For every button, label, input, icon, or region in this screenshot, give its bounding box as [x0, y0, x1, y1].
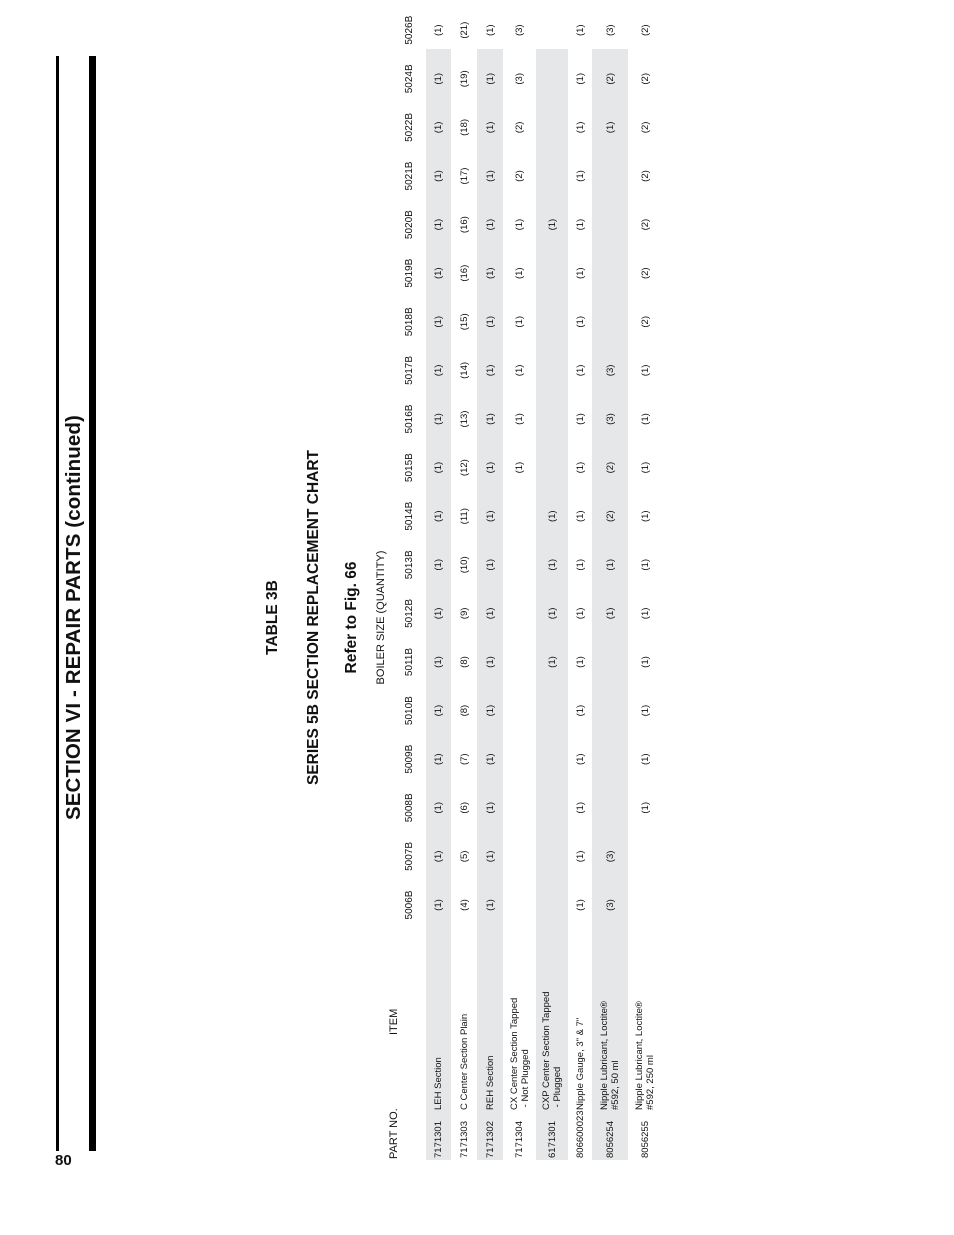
quantity-cell: (1)	[639, 461, 651, 474]
quantity-cell: (2)	[604, 510, 616, 523]
quantity-cell: (1)	[514, 364, 525, 377]
quantity-cell: (1)	[639, 559, 651, 571]
item-description-cell: Nipple Lubricant, Loctite® #592, 50 ml	[599, 1001, 621, 1110]
quantity-cell: (1)	[484, 316, 496, 328]
item-description-cell: CX Center Section Tapped - Not Plugged	[508, 997, 531, 1110]
boiler-size-column-header: 5010B	[404, 696, 415, 726]
quantity-cell: (2)	[514, 170, 525, 182]
quantity-cell: (1)	[484, 850, 496, 863]
boiler-size-column-header: 5011B	[404, 647, 415, 677]
quantity-cell: (1)	[574, 656, 586, 668]
item-header: ITEM	[388, 1008, 400, 1035]
quantity-cell: (12)	[459, 459, 470, 477]
quantity-cell: (1)	[574, 850, 586, 863]
item-description-cell: REH Section	[484, 1055, 496, 1110]
item-description-cell: Nipple Lubricant, Loctite® #592, 250 ml	[634, 1001, 656, 1110]
item-description-cell: C Center Section Plain	[459, 1013, 470, 1110]
quantity-cell: (1)	[433, 802, 444, 814]
quantity-cell: (1)	[433, 121, 444, 134]
boiler-size-column-header: 5015B	[404, 453, 415, 483]
quantity-cell: (1)	[484, 364, 496, 377]
quantity-cell: (3)	[514, 24, 525, 37]
quantity-cell: (1)	[484, 656, 496, 668]
quantity-cell: (1)	[546, 218, 558, 231]
part-number-cell: 6171301	[546, 1121, 558, 1158]
quantity-cell: (8)	[459, 704, 470, 717]
quantity-cell: (6)	[459, 802, 470, 814]
quantity-cell: (1)	[433, 704, 444, 717]
quantity-cell: (1)	[433, 607, 444, 620]
boiler-size-header: BOILER SIZE (QUANTITY)	[375, 550, 387, 685]
quantity-cell: (1)	[546, 656, 558, 668]
boiler-size-column-header: 5024B	[404, 64, 415, 94]
quantity-cell: (2)	[639, 121, 651, 134]
quantity-cell: (1)	[574, 218, 586, 231]
quantity-cell: (1)	[574, 24, 586, 37]
boiler-size-column-header: 5021B	[404, 161, 415, 191]
boiler-size-column-header: 5018B	[404, 307, 415, 337]
quantity-cell: (4)	[459, 899, 470, 911]
quantity-cell: (1)	[514, 316, 525, 328]
quantity-cell: (1)	[639, 802, 651, 814]
quantity-cell: (1)	[574, 267, 586, 280]
quantity-cell: (1)	[484, 267, 496, 280]
quantity-cell: (1)	[433, 218, 444, 231]
boiler-size-column-header: 5026B	[404, 15, 415, 45]
quantity-cell: (17)	[459, 167, 470, 185]
quantity-cell: (1)	[574, 413, 586, 425]
boiler-size-column-header: 5017B	[404, 355, 415, 385]
quantity-cell: (2)	[604, 73, 616, 85]
quantity-cell: (3)	[604, 850, 616, 863]
quantity-cell: (1)	[433, 510, 444, 523]
boiler-size-column-header: 5013B	[404, 550, 415, 580]
quantity-cell: (1)	[574, 316, 586, 328]
quantity-cell: (1)	[433, 267, 444, 280]
quantity-cell: (1)	[604, 607, 616, 620]
boiler-size-column-header: 5007B	[404, 841, 415, 871]
quantity-cell: (19)	[459, 70, 470, 88]
quantity-cell: (1)	[574, 899, 586, 911]
part-number-cell: 8056255	[639, 1121, 651, 1158]
quantity-cell: (1)	[484, 704, 496, 717]
section-title: SECTION VI - REPAIR PARTS (continued)	[62, 415, 85, 820]
quantity-cell: (18)	[459, 118, 470, 136]
quantity-cell: (1)	[604, 121, 616, 134]
part-number-cell: 8056254	[604, 1121, 616, 1158]
quantity-cell: (5)	[459, 850, 470, 863]
quantity-cell: (8)	[459, 656, 470, 668]
quantity-cell: (1)	[484, 753, 496, 766]
quantity-cell: (1)	[574, 170, 586, 182]
quantity-cell: (1)	[433, 656, 444, 668]
quantity-cell: (1)	[574, 73, 586, 85]
part-number-cell: 7171303	[459, 1121, 470, 1158]
quantity-cell: (3)	[604, 364, 616, 377]
quantity-cell: (1)	[484, 121, 496, 134]
quantity-cell: (1)	[574, 704, 586, 717]
quantity-cell: (21)	[459, 21, 470, 39]
quantity-cell: (1)	[484, 218, 496, 231]
quantity-cell: (1)	[574, 559, 586, 571]
quantity-cell: (1)	[484, 607, 496, 620]
quantity-cell: (1)	[484, 461, 496, 474]
quantity-cell: (13)	[459, 410, 470, 428]
quantity-cell: (1)	[514, 461, 525, 474]
quantity-cell: (1)	[604, 559, 616, 571]
quantity-cell: (1)	[574, 364, 586, 377]
quantity-cell: (1)	[574, 461, 586, 474]
boiler-size-column-header: 5014B	[404, 501, 415, 531]
quantity-cell: (1)	[433, 73, 444, 85]
quantity-cell: (1)	[574, 802, 586, 814]
quantity-cell: (1)	[639, 753, 651, 766]
quantity-cell: (3)	[514, 73, 525, 85]
quantity-cell: (1)	[639, 364, 651, 377]
quantity-cell: (2)	[639, 218, 651, 231]
quantity-cell: (7)	[459, 753, 470, 766]
table-title: TABLE 3B	[264, 580, 281, 655]
quantity-cell: (9)	[459, 607, 470, 620]
quantity-cell: (1)	[433, 364, 444, 377]
quantity-cell: (1)	[433, 559, 444, 571]
quantity-cell: (14)	[459, 361, 470, 379]
part-number-cell: 7171301	[433, 1121, 444, 1158]
quantity-cell: (1)	[484, 510, 496, 523]
quantity-cell: (1)	[433, 413, 444, 425]
quantity-cell: (3)	[604, 24, 616, 37]
quantity-cell: (1)	[546, 559, 558, 571]
boiler-size-column-header: 5006B	[404, 890, 415, 920]
quantity-cell: (3)	[604, 899, 616, 911]
series-title: SERIES 5B SECTION REPLACEMENT CHART	[305, 450, 322, 786]
quantity-cell: (1)	[484, 73, 496, 85]
quantity-cell: (11)	[459, 508, 470, 525]
boiler-size-column-header: 5019B	[404, 258, 415, 288]
figure-reference: Refer to Fig. 66	[343, 561, 360, 674]
boiler-size-column-header: 5012B	[404, 598, 415, 628]
quantity-cell: (1)	[546, 510, 558, 523]
quantity-cell: (1)	[433, 170, 444, 182]
quantity-cell: (1)	[546, 607, 558, 620]
page-number: 80	[55, 1152, 72, 1169]
quantity-cell: (1)	[433, 461, 444, 474]
quantity-cell: (1)	[484, 413, 496, 425]
quantity-cell: (16)	[459, 216, 470, 234]
quantity-cell: (1)	[484, 559, 496, 571]
quantity-cell: (1)	[433, 316, 444, 328]
part-number-cell: 7171304	[514, 1121, 525, 1158]
boiler-size-column-header: 5009B	[404, 744, 415, 774]
quantity-cell: (1)	[639, 510, 651, 523]
boiler-size-column-header: 5020B	[404, 210, 415, 240]
quantity-cell: (2)	[639, 170, 651, 182]
part-number-header: PART NO.	[388, 1108, 400, 1159]
quantity-cell: (1)	[484, 802, 496, 814]
quantity-cell: (1)	[574, 510, 586, 523]
quantity-cell: (1)	[574, 753, 586, 766]
quantity-cell: (16)	[459, 264, 470, 282]
quantity-cell: (1)	[433, 753, 444, 766]
quantity-cell: (1)	[639, 656, 651, 668]
item-description-cell: LEH Section	[433, 1057, 444, 1110]
quantity-cell: (10)	[459, 556, 470, 574]
quantity-cell: (1)	[433, 850, 444, 863]
quantity-cell: (1)	[514, 413, 525, 425]
quantity-cell: (1)	[484, 170, 496, 182]
quantity-cell: (1)	[639, 413, 651, 425]
quantity-cell: (2)	[639, 73, 651, 85]
quantity-cell: (1)	[484, 899, 496, 911]
quantity-cell: (1)	[514, 218, 525, 231]
item-description-cell: Nipple Gauge, 3" & 7"	[574, 1017, 586, 1110]
quantity-cell: (2)	[514, 121, 525, 134]
boiler-size-column-header: 5016B	[404, 404, 415, 434]
quantity-cell: (1)	[574, 607, 586, 620]
quantity-cell: (1)	[639, 607, 651, 620]
quantity-cell: (1)	[639, 704, 651, 717]
quantity-cell: (2)	[639, 24, 651, 37]
quantity-cell: (1)	[514, 267, 525, 280]
quantity-cell: (2)	[639, 267, 651, 280]
item-description-cell: CXP Center Section Tapped - Plugged	[541, 991, 563, 1110]
quantity-cell: (15)	[459, 313, 470, 331]
quantity-cell: (2)	[639, 316, 651, 328]
boiler-size-column-header: 5022B	[404, 112, 415, 142]
quantity-cell: (2)	[604, 461, 616, 474]
boiler-size-column-header: 5008B	[404, 793, 415, 823]
quantity-cell: (1)	[433, 899, 444, 911]
quantity-cell: (1)	[433, 24, 444, 37]
quantity-cell: (3)	[604, 413, 616, 425]
part-number-cell: 7171302	[484, 1121, 496, 1158]
quantity-cell: (1)	[574, 121, 586, 134]
part-number-cell: 806600023	[574, 1110, 586, 1158]
quantity-cell: (1)	[484, 24, 496, 37]
